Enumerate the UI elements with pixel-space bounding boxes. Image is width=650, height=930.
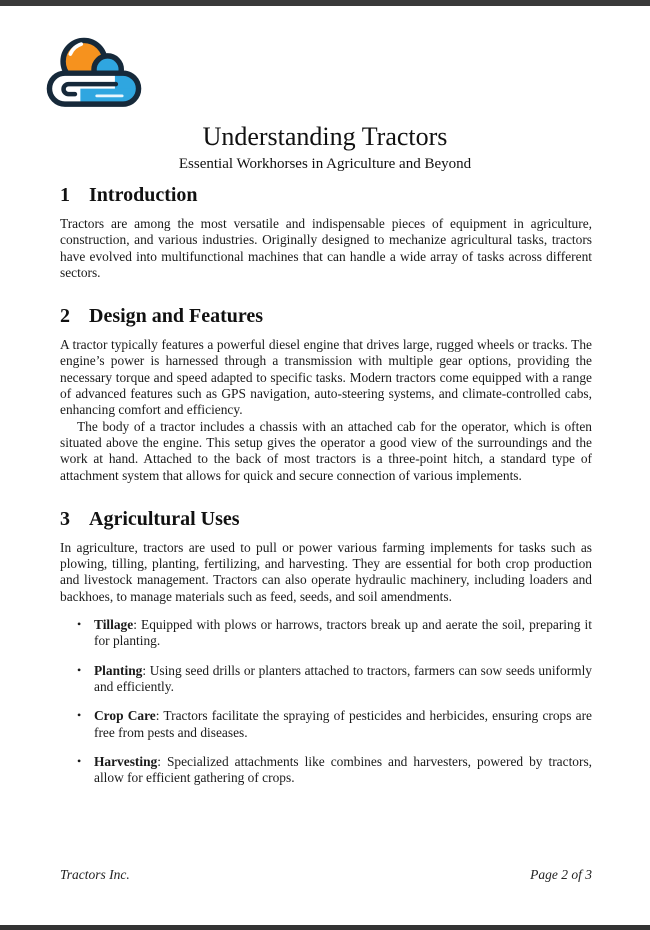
bullet-term: Tillage — [94, 617, 134, 633]
section-title: Introduction — [89, 184, 198, 206]
bullet-text: : Tractors facilitate the spraying of pesticides and herbicides, ensuring crops are free from pests and diseases. — [94, 708, 593, 740]
bullet-icon: • — [77, 662, 82, 677]
page-footer — [60, 867, 592, 883]
footer-page-number: Page 2 of 3 — [530, 867, 592, 882]
bullet-icon: • — [77, 617, 82, 632]
bullet-text: : Using seed drills or planters attached to tractors, farmers can sow seeds uniformly and efficiently. — [94, 662, 592, 694]
uses-bullet-list — [60, 617, 592, 786]
section-heading — [60, 304, 592, 328]
company-logo — [44, 30, 144, 120]
list-item-harvesting — [60, 754, 592, 787]
section-agricultural-uses — [60, 507, 592, 787]
paragraph: In agriculture, tractors are used to pull or power various farming implements for tasks such as plowing, tilling, planting, fertilizing, and harvesting. They are essential for both crop production and livestock management. Tractors can also operate hydraulic machinery, including loaders and backhoes, to manage materials such as feed, seeds, and soil amendments. — [60, 539, 592, 604]
bullet-icon: • — [77, 753, 82, 768]
section-number: 1 — [60, 184, 70, 206]
list-item-planting — [60, 663, 592, 696]
bullet-term: Harvesting — [94, 753, 158, 769]
paragraph: Tractors are among the most versatile and indispensable pieces of equipment in agriculture, construction, and various industries. Originally designed to mechanize agricultural tasks, tractors have evolved into multifunctional machines that can handle a wide array of tasks across different sectors. — [60, 216, 592, 280]
section-number: 3 — [60, 507, 70, 530]
bullet-term: Crop Care — [94, 708, 156, 724]
viewer-page-edge-top — [0, 0, 650, 6]
paragraph: A tractor typically features a powerful diesel engine that drives large, rugged wheels or tracks. The engine’s power is harnessed through a transmission with multiple gear options, providing the necessary torque and speed adapted to specific tasks. Modern tractors come equipped with a range of advanced features such as GPS navigation, auto-steering systems, and climate-controlled cabs, enhancing comfort and efficiency. — [60, 337, 592, 418]
section-design-and-features — [60, 304, 592, 484]
bullet-term: Planting — [94, 662, 143, 678]
paragraph: The body of a tractor includes a chassis with an attached cab for the operator, which is often situated above the engine. This setup gives the operator a good view of the surroundings and the work at hand. Attached to the back of most tractors is a three-point hitch, a standard type of attachment system that allows for quick and secure connection of various implements. — [60, 418, 592, 483]
document-body — [60, 183, 592, 799]
list-item-crop-care — [60, 708, 592, 741]
page-subtitle: Essential Workhorses in Agriculture and Beyond — [178, 156, 472, 172]
section-heading — [60, 507, 592, 531]
bullet-text: : Specialized attachments like combines and harvesters, powered by tractors, allow for efficient gathering of crops. — [94, 753, 592, 786]
viewer-page-edge-bottom — [0, 925, 650, 930]
section-title: Design and Features — [89, 305, 264, 328]
page-title: Understanding Tractors — [202, 122, 448, 151]
bullet-icon: • — [77, 708, 82, 723]
section-title: Agricultural Uses — [89, 507, 240, 530]
footer-company-name: Tractors Inc. — [60, 867, 130, 882]
section-introduction — [60, 183, 592, 281]
bullet-text: : Equipped with plows or harrows, tractors break up and aerate the soil, preparing it for planting. — [94, 617, 592, 649]
section-heading — [60, 183, 592, 207]
sun-cloud-logo-icon — [44, 30, 144, 120]
list-item-tillage — [60, 617, 592, 650]
section-number: 2 — [60, 305, 70, 328]
document-header — [0, 122, 650, 174]
